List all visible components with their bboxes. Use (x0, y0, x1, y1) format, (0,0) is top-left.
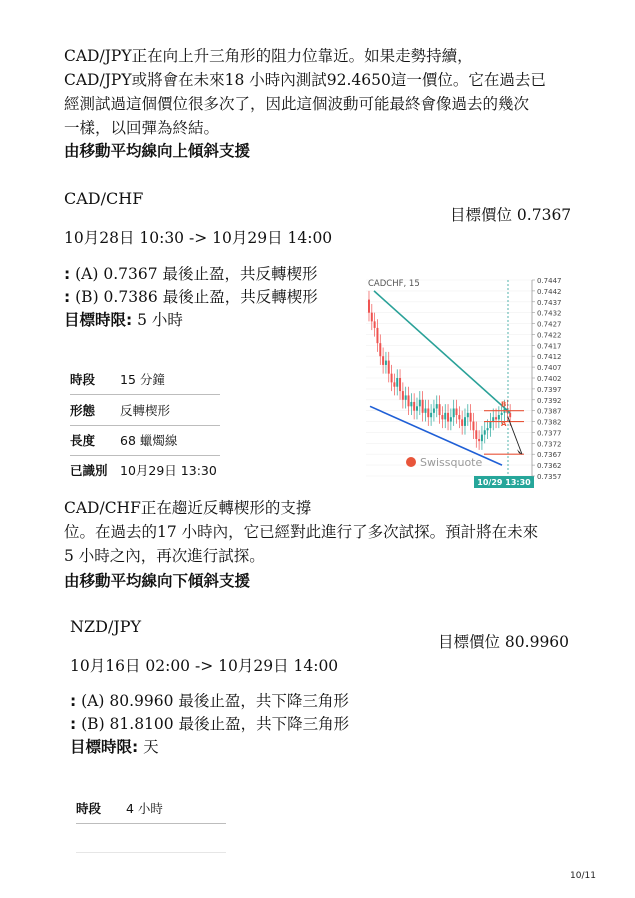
candle-body (399, 378, 401, 391)
table-value: 15 分鐘 (120, 372, 165, 387)
candle-body (393, 382, 395, 386)
y-tick-label: 0.7382 (537, 418, 562, 427)
y-tick-label: 0.7372 (537, 440, 562, 449)
prefix: : (64, 265, 71, 283)
table-value: 反轉楔形 (120, 403, 171, 418)
y-tick-label: 0.7367 (537, 451, 562, 460)
candle-body (416, 406, 418, 410)
y-tick-label: 0.7437 (537, 298, 562, 307)
candle-body (371, 313, 373, 322)
date-range: 10月16日 02:00 -> 10月29日 14:00 (70, 657, 339, 675)
y-tick-label: 0.7397 (537, 385, 562, 394)
prefix: : (64, 288, 71, 306)
candle-body (379, 343, 381, 356)
candle-body (472, 422, 474, 431)
table-row (76, 793, 163, 823)
y-tick-label: 0.7362 (537, 462, 562, 471)
candle-body (368, 300, 370, 313)
target-price: 目標價位 0.7367 (450, 206, 572, 224)
candle-body (376, 328, 378, 343)
y-tick-label: 0.7357 (537, 473, 562, 481)
desc-line: 5 小時之內，再次進行試探。 (64, 547, 265, 565)
table-value: 68 蠟燭線 (120, 433, 178, 448)
y-tick-label: 0.7432 (537, 309, 562, 318)
candle-body (433, 408, 435, 412)
point-label-a: A (501, 419, 507, 428)
candle-body (402, 391, 404, 400)
desc-line: 位。在過去的17 小時內，它已經對此進行了多次試探。預計將在未來 (64, 523, 539, 541)
swissquote-logo-icon (406, 457, 416, 467)
candle-body (405, 395, 407, 399)
candle-body (456, 408, 458, 415)
target-a (70, 689, 349, 711)
horizon-value: 天 (138, 738, 159, 756)
chart-title: CADCHF, 15 (368, 279, 420, 289)
page-number: 10/11 (570, 871, 596, 881)
target-b-text: (B) 0.7386 最後止盈，共反轉楔形 (70, 288, 318, 306)
candle-body (408, 395, 410, 406)
y-tick-label: 0.7402 (537, 375, 562, 383)
candle-body (450, 417, 452, 421)
target-a-text: (A) 80.9960 最後止盈，共下降三角形 (76, 692, 349, 710)
horizon-label: 目標時限: (70, 738, 139, 756)
candle-body (489, 422, 491, 429)
candle-body (388, 361, 390, 374)
intro-line: 經測試過這個價位很多次了，因此這個波動可能最終會像過去的幾次 (64, 95, 530, 113)
candle-body (396, 378, 398, 387)
candle-body (475, 430, 477, 439)
candle-body (374, 321, 376, 328)
pair-title: CAD/CHF (64, 189, 144, 208)
point-label-b: B (501, 400, 507, 409)
candle-body (495, 417, 497, 419)
candle-body (501, 413, 503, 415)
section-heading: 由移動平均線向下傾斜支援 (64, 572, 251, 590)
y-tick-label: 0.7442 (537, 287, 562, 296)
y-tick-label: 0.7387 (537, 407, 562, 416)
candle-body (430, 413, 432, 417)
table-value: 10月29日 13:30 (120, 463, 217, 478)
prefix: : (70, 715, 77, 733)
target-b (64, 285, 318, 307)
candle-body (478, 439, 480, 441)
y-tick-label: 0.7392 (537, 396, 562, 405)
table-row (70, 364, 165, 394)
target-a-text: (A) 0.7367 最後止盈，共反轉楔形 (70, 265, 318, 283)
horizon-label: 目標時限: (64, 311, 133, 329)
candle-body (467, 413, 469, 417)
candle-body (439, 404, 441, 415)
candle-body (391, 374, 393, 383)
table-row (70, 425, 177, 455)
intro-line: 一樣，以回彈為終結。 (64, 119, 220, 137)
candle-body (382, 356, 384, 365)
intro-line: CAD/JPY正在向上升三角形的阻力位靠近。如果走勢持續， (64, 47, 473, 65)
y-tick-label: 0.7447 (537, 277, 562, 285)
prefix: : (70, 692, 77, 710)
time-horizon (70, 735, 159, 757)
candle-body (509, 413, 511, 417)
intro-paragraph (64, 44, 584, 140)
candle-body (413, 402, 415, 411)
candle-body (484, 430, 486, 434)
table-key: 時段 (76, 801, 102, 816)
candle-body (461, 419, 463, 426)
candle-body (447, 413, 449, 422)
table-row (70, 395, 170, 425)
watermark-text: Swissquote (420, 456, 483, 469)
info-table (76, 791, 226, 861)
table-value: 4 小時 (126, 801, 163, 816)
candle-body (492, 417, 494, 421)
pair-title: NZD/JPY (70, 617, 142, 636)
candle-body (410, 402, 412, 406)
candle-body (470, 413, 472, 422)
info-table (70, 362, 220, 482)
y-tick-label: 0.7422 (537, 331, 562, 340)
section-heading: 由移動平均線向上傾斜支援 (64, 142, 251, 160)
table-row (70, 455, 217, 485)
table-key: 已識別 (70, 463, 108, 478)
date-range: 10月28日 10:30 -> 10月29日 14:00 (64, 229, 333, 247)
intro-line: CAD/JPY或將會在未來18 小時內測試92.4650這一價位。它在過去已 (64, 71, 546, 89)
target-b (70, 712, 349, 734)
candle-body (481, 435, 483, 442)
table-key: 長度 (70, 433, 96, 448)
pattern-description (64, 496, 594, 568)
table-key: 形態 (70, 403, 96, 418)
y-tick-label: 0.7407 (537, 364, 562, 373)
candle-body (436, 404, 438, 408)
candle-body (444, 413, 446, 420)
time-label: 10/29 13:30 (477, 478, 531, 487)
price-chart (362, 272, 572, 488)
candle-body (458, 415, 460, 419)
divider (76, 852, 226, 853)
candle-body (385, 361, 387, 365)
target-a (64, 262, 318, 284)
y-tick-label: 0.7427 (537, 320, 562, 329)
candle-body (419, 400, 421, 407)
candle-body (424, 408, 426, 412)
target-b-text: (B) 81.8100 最後止盈，共下降三角形 (76, 715, 350, 733)
time-horizon (64, 308, 183, 330)
candle-body (498, 415, 500, 419)
desc-line: CAD/CHF正在趨近反轉楔形的支撐 (64, 499, 312, 517)
horizon-value: 5 小時 (132, 311, 183, 329)
candle-body (464, 417, 466, 426)
table-key: 時段 (70, 372, 96, 387)
candle-body (453, 408, 455, 417)
candle-body (427, 408, 429, 417)
candle-body (441, 415, 443, 419)
divider (76, 823, 226, 824)
candle-body (487, 428, 489, 430)
target-price: 目標價位 80.9960 (438, 633, 570, 651)
y-tick-label: 0.7417 (537, 342, 562, 351)
candle-body (422, 400, 424, 413)
y-tick-label: 0.7377 (537, 429, 562, 438)
y-tick-label: 0.7412 (537, 353, 562, 362)
